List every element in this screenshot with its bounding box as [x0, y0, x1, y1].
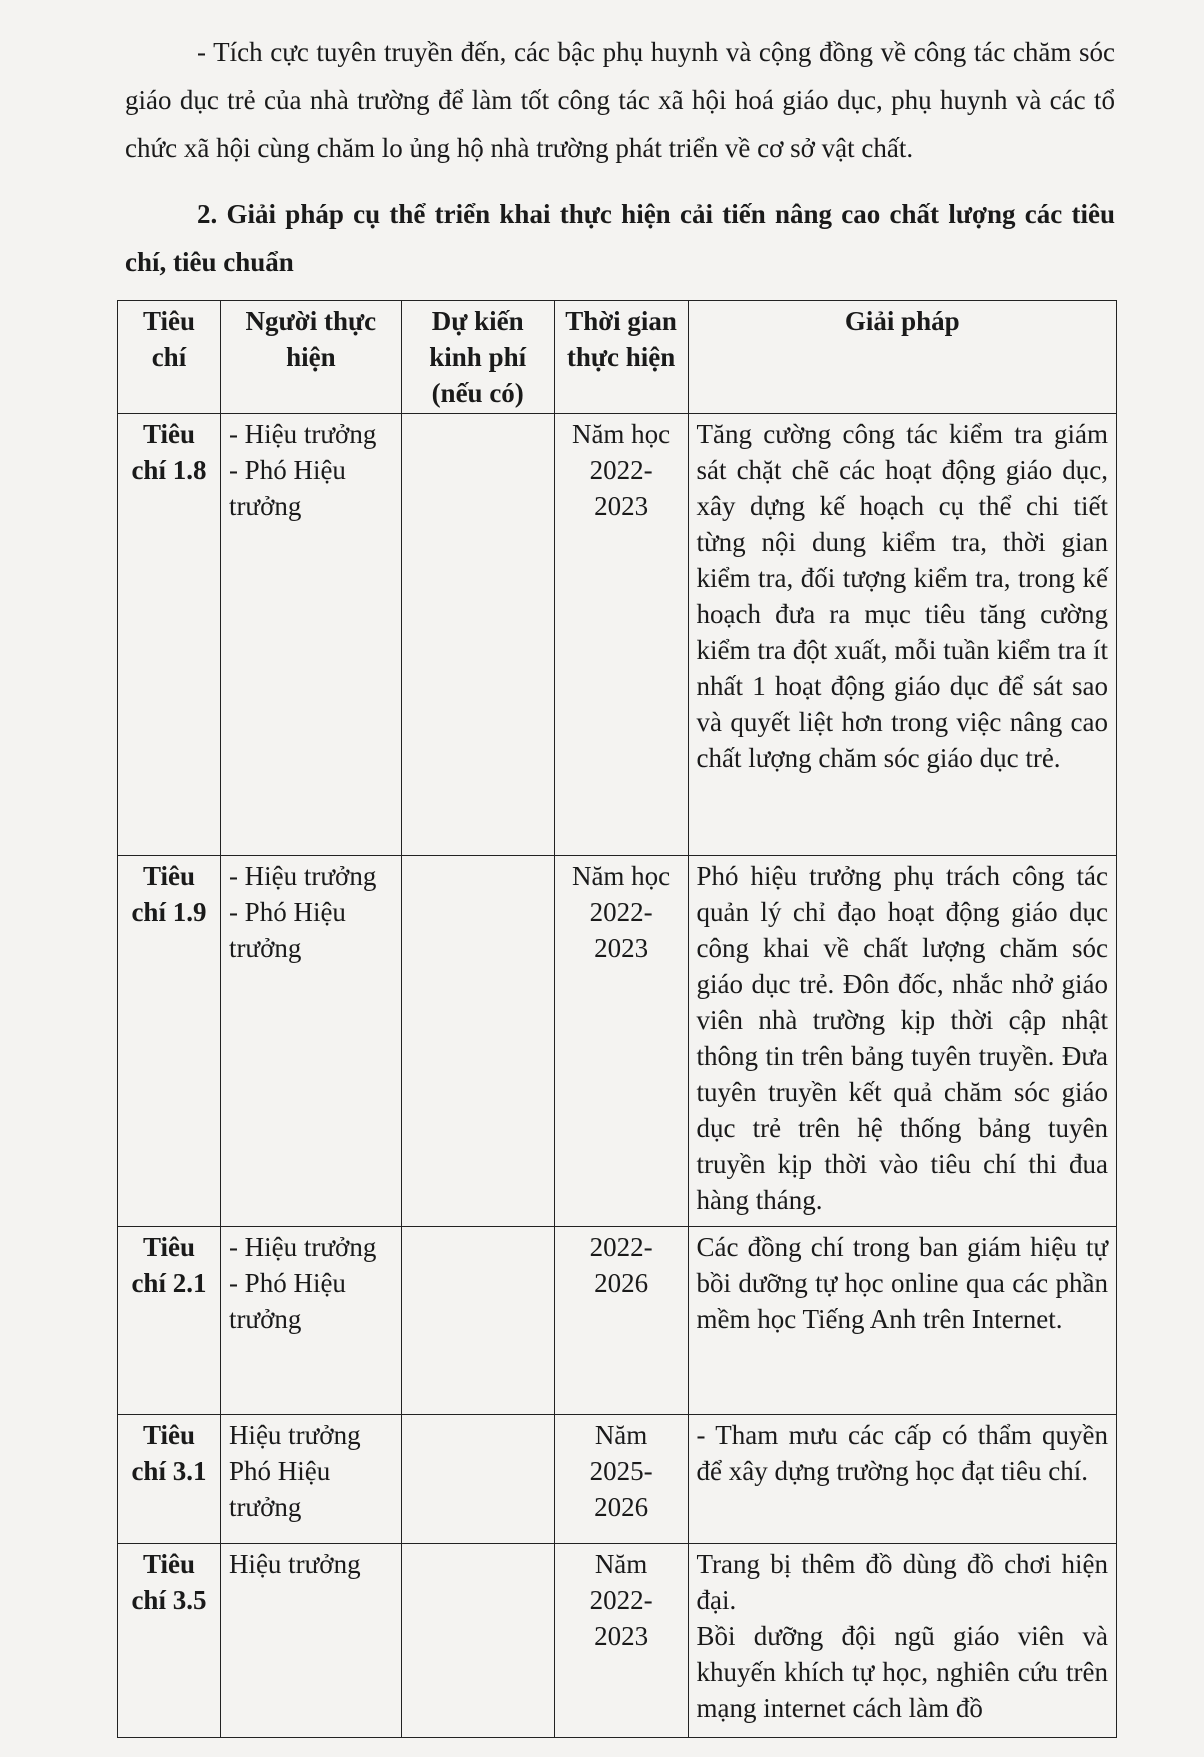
- solution-text: - Tham mưu các cấp có thẩm quyền để xây dựng trường học đạt tiêu chí.: [696, 1420, 1108, 1486]
- solution-text: Phó hiệu trưởng phụ trách công tác quản lý chỉ đạo hoạt động giáo dục công khai về chất lượng chăm sóc giáo dục trẻ. Đôn đốc, nhắc nhở giáo viên nhà trường kịp thời cập nhật thông tin trên bảng tuyên truyền. Đưa tuyên truyền kết quả chăm sóc giáo dục trẻ trên hệ thống bảng tuyên truyền kịp thời vào tiêu chí thi đua hàng tháng.: [696, 861, 1108, 1215]
- section-heading: 2. Giải pháp cụ thể triển khai thực hiện cải tiến nâng cao chất lượng các tiêu chí, tiêu chuẩn: [125, 199, 1115, 277]
- person-cell: [220, 1227, 401, 1415]
- person-line: Hiệu trưởng: [228, 1549, 361, 1579]
- table-header-row: [118, 301, 1117, 414]
- person-line: Phó Hiệu trưởng: [228, 1456, 331, 1522]
- table-row: [118, 856, 1117, 1227]
- person-line: - Phó Hiệu trưởng: [228, 1268, 346, 1334]
- solution-text: Tăng cường công tác kiểm tra giám sát chặt chẽ các hoạt động giáo dục, xây dựng kế hoạch cụ thể chi tiết từng nội dung kiểm tra, thời gian kiểm tra, đối tượng kiểm tra, trong kế hoạch đưa ra mục tiêu tăng cường kiểm tra đột xuất, mỗi tuần kiểm tra ít nhất 1 hoạt động giáo dục để sát sao và quyết liệt hơn trong việc nâng cao chất lượng chăm sóc giáo dục trẻ.: [696, 419, 1108, 773]
- solution-text: Các đồng chí trong ban giám hiệu tự bồi dưỡng tự học online qua các phần mềm học Tiếng Anh trên Internet.: [696, 1232, 1108, 1334]
- budget-cell: [401, 1227, 554, 1415]
- solutions-table: [117, 300, 1117, 1738]
- person-line: Hiệu trưởng: [228, 1420, 361, 1450]
- header-time: Thời gian thực hiện: [554, 301, 688, 414]
- criterion-cell: Tiêu chí 1.9: [118, 856, 221, 1227]
- budget-cell: [401, 414, 554, 856]
- person-cell: [220, 1415, 401, 1544]
- time-cell: Năm học 2022-2023: [554, 414, 688, 856]
- intro-text: - Tích cực tuyên truyền đến, các bậc phụ huynh và cộng đồng về công tác chăm sóc giáo dục trẻ của nhà trường để làm tốt công tác xã hội hoá giáo dục, phụ huynh và các tổ chức xã hội cùng chăm lo ủng hộ nhà trường phát triển về cơ sở vật chất.: [125, 37, 1115, 163]
- solution-cell: [688, 1227, 1116, 1415]
- person-line: - Hiệu trưởng: [228, 419, 377, 449]
- solution-cell: [688, 1415, 1116, 1544]
- table-row: [118, 1544, 1117, 1738]
- budget-cell: [401, 856, 554, 1227]
- person-line: - Phó Hiệu trưởng: [228, 897, 346, 963]
- person-cell: [220, 414, 401, 856]
- header-person: Người thực hiện: [220, 301, 401, 414]
- person-line: - Hiệu trưởng: [228, 861, 377, 891]
- criterion-cell: Tiêu chí 3.1: [118, 1415, 221, 1544]
- table-row: [118, 1415, 1117, 1544]
- person-line: - Phó Hiệu trưởng: [228, 455, 346, 521]
- person-cell: [220, 856, 401, 1227]
- time-cell: Năm 2022-2023: [554, 1544, 688, 1738]
- time-cell: Năm 2025-2026: [554, 1415, 688, 1544]
- time-cell: 2022-2026: [554, 1227, 688, 1415]
- header-solution: Giải pháp: [688, 301, 1116, 414]
- header-criterion: Tiêu chí: [118, 301, 221, 414]
- solution-cell: [688, 856, 1116, 1227]
- time-cell: Năm học 2022-2023: [554, 856, 688, 1227]
- table-row: [118, 1227, 1117, 1415]
- person-cell: [220, 1544, 401, 1738]
- criterion-cell: Tiêu chí 2.1: [118, 1227, 221, 1415]
- solution-text: Trang bị thêm đồ dùng đồ chơi hiện đại.: [696, 1549, 1108, 1615]
- criterion-cell: Tiêu chí 1.8: [118, 414, 221, 856]
- header-budget: Dự kiến kinh phí (nếu có): [401, 301, 554, 414]
- criterion-cell: Tiêu chí 3.5: [118, 1544, 221, 1738]
- budget-cell: [401, 1415, 554, 1544]
- solution-cell: [688, 414, 1116, 856]
- intro-paragraph: [125, 28, 1115, 172]
- person-line: - Hiệu trưởng: [228, 1232, 377, 1262]
- solution-cell: [688, 1544, 1116, 1738]
- table-row: [118, 414, 1117, 856]
- budget-cell: [401, 1544, 554, 1738]
- solution-text: Bồi dưỡng đội ngũ giáo viên và khuyến khích tự học, nghiên cứu trên mạng internet cách làm đồ: [696, 1621, 1108, 1723]
